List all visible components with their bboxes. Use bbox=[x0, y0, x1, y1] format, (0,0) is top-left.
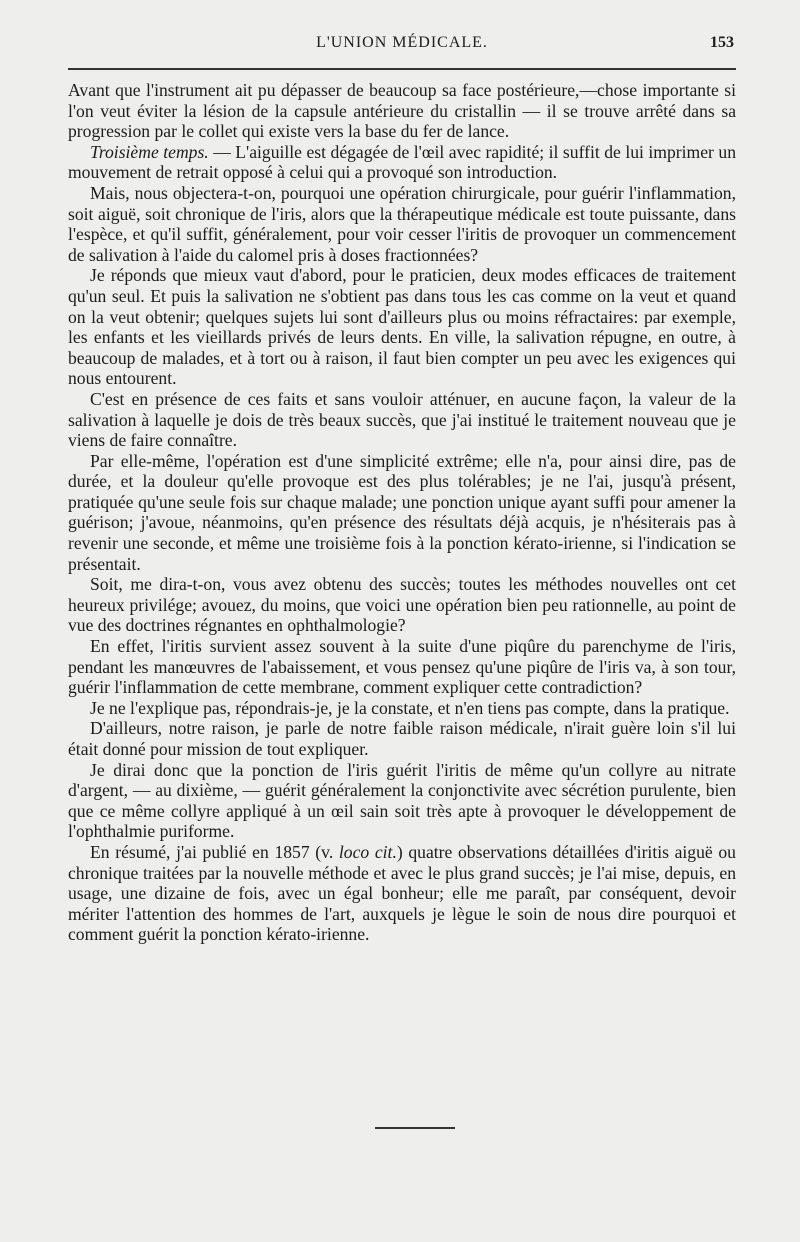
paragraph-9: Je ne l'explique pas, répondrais-je, je la constate, et n'en tiens pas compte, dans la pratique. bbox=[90, 697, 730, 718]
end-rule bbox=[375, 1127, 455, 1129]
paragraph-12-start: En résumé, j'ai publié en 1857 (v. bbox=[90, 841, 339, 862]
paragraph-8: En effet, l'iritis survient assez souvent à la suite d'une piqûre du parenchyme de l'iris, pendant les manœuvres de l'abaissement, et vous pensez qu'une piqûre de l'iris va, à son tour, guérir l'inflammation de cette membrane, comment expliquer cette contradiction? bbox=[68, 636, 736, 698]
paragraph-11: Je dirai donc que la ponction de l'iris guérit l'iritis de même qu'un collyre au nitrate d'argent, — au dixième, — guérit généralement la conjonctivite avec sécrétion purulente, bien que ce même collyre appliqué à un œil sain soit très apte à provoquer le développement de l'ophthalmie puriforme. bbox=[68, 759, 736, 842]
paragraph-1: Avant que l'instrument ait pu dépasser de beaucoup sa face postérieure,—chose importante si l'on veut éviter la lésion de la capsule antérieure du cristallin — il se trouve arrêté dans sa progression par le collet qui existe vers la base du fer de lance. bbox=[68, 80, 736, 142]
article-body bbox=[68, 80, 736, 945]
header-rule bbox=[68, 68, 736, 70]
paragraph-10: D'ailleurs, notre raison, je parle de notre faible raison médicale, n'irait guère loin s'il lui était donné pour mission de tout expliquer. bbox=[68, 718, 736, 759]
page-number: 153 bbox=[710, 34, 734, 51]
paragraph-3: Mais, nous objectera-t-on, pourquoi une opération chirurgicale, pour guérir l'inflammation, soit aiguë, soit chronique de l'iris, alors que la thérapeutique médicale est toute puissante, dans l'espèce, et qu'il suffit, généralement, pour voir cesser l'iritis de provoquer un commencement de salivation à l'aide du calomel pris à doses fractionnées? bbox=[68, 182, 736, 265]
paragraph-2 bbox=[68, 142, 736, 183]
paragraph-5: C'est en présence de ces faits et sans vouloir atténuer, en aucune façon, la valeur de la salivation à laquelle je dois de très beaux succès, que j'ai institué le traitement nouveau que je viens de faire connaître. bbox=[68, 388, 736, 451]
paragraph-4: Je réponds que mieux vaut d'abord, pour le praticien, deux modes efficaces de traitement qu'un seul. Et puis la salivation ne s'obtient pas dans tous les cas comme on la veut et quand on la veut obtenir; quelques sujets lui sont d'ailleurs plus ou moins réfractaires: par exemple, les enfants et les vieillards privés de leurs dents. En ville, la salivation répugne, en outre, à beaucoup de malades, et à tort ou à raison, il faut bien compter un peu avec les exigences qui nous entourent. bbox=[68, 265, 736, 389]
section-label: Troisième temps. bbox=[90, 141, 209, 162]
paragraph-2-text: — L'aiguille est dégagée de l'œil avec rapidité; il suffit de lui imprimer un mouvement de retrait opposé à celui qui a provoqué son introduction. bbox=[68, 141, 736, 183]
paragraph-12-end: ) quatre observations détaillées d'iritis aiguë ou chronique traitées par la nouvelle méthode et avec le plus grand succès; je l'ai mise, depuis, en usage, une dizaine de fois, avec un égal bonheur; elle me paraît, par conséquent, devoir mériter l'attention des hommes de l'art, auxquels je lègue le soin de nous dire pourquoi et comment guérit la ponction kérato-irienne. bbox=[68, 841, 736, 945]
paragraph-6: Par elle-même, l'opération est d'une simplicité extrême; elle n'a, pour ainsi dire, pas de durée, et la douleur qu'elle provoque est des plus tolérables; je ne l'ai, jusqu'à présent, pratiquée qu'une seule fois sur chaque malade; une ponction unique ayant suffi pour amener la guérison; j'avoue, néanmoins, qu'en présence des résultats déjà acquis, je n'hésiterais pas à revenir une seconde, et même une troisième fois à la ponction kérato-irienne, si l'indication se présentait. bbox=[68, 450, 736, 574]
paragraph-7: Soit, me dira-t-on, vous avez obtenu des succès; toutes les méthodes nouvelles ont cet heureux privilége; avouez, du moins, que voici une opération bien peu rationnelle, au point de vue des doctrines régnantes en ophthalmologie? bbox=[68, 574, 736, 636]
citation-reference: loco cit. bbox=[338, 841, 397, 862]
journal-title: L'UNION MÉDICALE. bbox=[316, 34, 488, 51]
paragraph-12 bbox=[68, 842, 736, 945]
running-head bbox=[68, 34, 736, 56]
